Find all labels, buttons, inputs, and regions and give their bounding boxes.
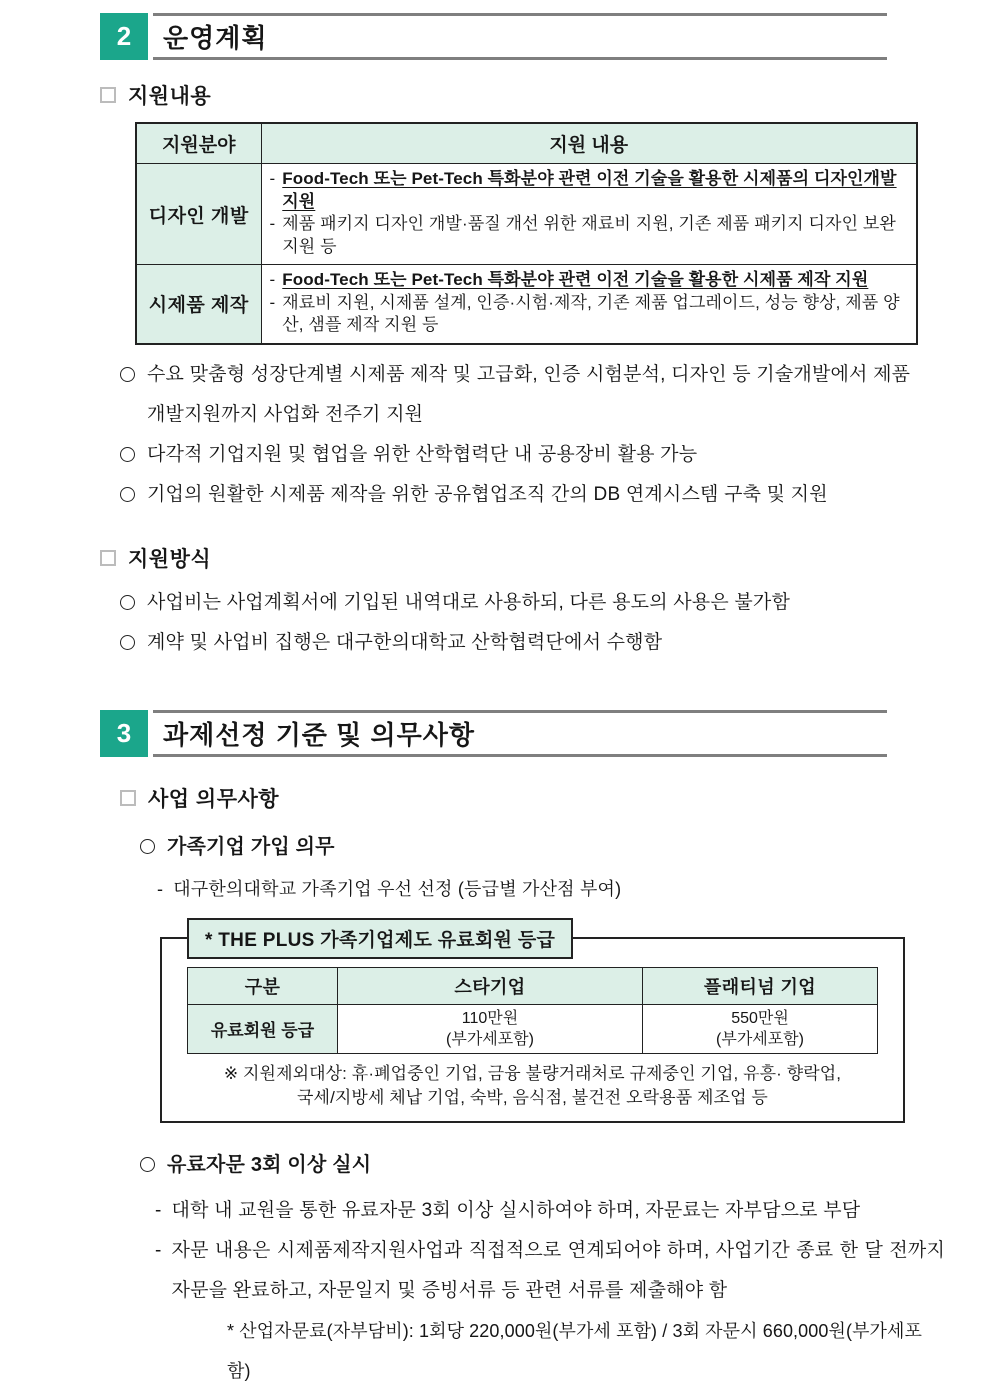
grade-exclusion-note-line1: ※ 지원제외대상: 휴·폐업중인 기업, 금융 불량거래처로 규제중인 기업, 유흥· 향락업, [223,1063,842,1083]
dash-marker: - [155,1240,162,1261]
section-3-title: 과제선정 기준 및 의무사항 [163,719,475,750]
support-row-prototype-field: 시제품 제작 [136,265,261,344]
table-row [188,1004,878,1053]
circle-bullet-icon [140,1157,155,1172]
list-item: 사업비는 사업계획서에 기입된 내역대로 사용하되, 다른 용도의 사용은 불가함 [120,583,920,623]
support-content-heading-label: 지원내용 [128,85,212,108]
square-bullet-icon [100,87,116,103]
section-2-rule [153,13,887,60]
support-method-bullets [120,583,920,663]
list-item: 다각적 기업지원 및 협업을 위한 산학협력단 내 공용장비 활용 가능 [120,435,920,475]
family-grade-box [160,929,905,1124]
circle-bullet-icon [140,839,155,854]
support-method-section [100,543,992,663]
duty-heading [120,783,992,813]
paid-advisory-items [155,1191,945,1391]
section-3-header [100,710,992,757]
table-row [136,265,917,344]
support-table-col-field: 지원분야 [136,123,261,164]
grade-col-category: 구분 [188,967,338,1004]
square-bullet-icon [100,550,116,566]
dash-marker: - [155,1200,162,1221]
support-table-header-row [136,123,917,164]
support-table [135,122,918,345]
list-item: - 대학 내 교원을 통한 유료자문 3회 이상 실시하여야 하며, 자문료는 자부담으로 부담 [155,1191,945,1231]
support-method-heading-label: 지원방식 [128,547,212,571]
family-membership-heading: 가족기업 가입 의무 [140,827,992,867]
section-3-badge: 3 [100,710,148,757]
support-content-heading [100,80,992,110]
support-bullets [120,355,920,515]
dash-marker: - [157,878,164,899]
table-row [136,164,917,265]
circle-bullet-icon [120,487,135,502]
support-table-col-content: 지원 내용 [261,123,917,164]
square-bullet-icon [120,790,136,806]
dash-marker: - [269,169,276,188]
duty-heading-label: 사업 의무사항 [148,787,280,811]
grade-platinum-price-cell [643,1004,878,1053]
list-item: - Food-Tech 또는 Pet-Tech 특화분야 관련 이전 기술을 활용한 시제품의 디자인개발 지원 [269,169,897,211]
grade-row-label: 유료회원 등급 [188,1004,338,1053]
list-item: 기업의 원활한 시제품 제작을 위한 공유협업조직 간의 DB 연계시스템 구축 및 지원 [120,475,920,515]
circle-bullet-icon [120,367,135,382]
section-2-badge: 2 [100,13,148,60]
section-2-title: 운영계획 [163,23,268,53]
grade-star-price: 110만원 [461,1009,519,1027]
support-method-heading [100,543,992,573]
list-item: 계약 및 사업비 집행은 대구한의대학교 산학협력단에서 수행함 [120,623,920,663]
grade-star-price-cell [338,1004,643,1053]
list-item: - 재료비 지원, 시제품 설계, 인증·시험·제작, 기존 제품 업그레이드, 성능 향상, 제품 양산, 샘플 제작 지원 등 [269,292,900,334]
support-row-prototype-content [261,265,917,344]
family-grade-table [187,967,878,1054]
dash-marker: - [269,292,276,312]
grade-exclusion-note [187,1062,878,1111]
grade-col-platinum: 플래티넘 기업 [643,967,878,1004]
grade-platinum-price-note: (부가세포함) [716,1030,804,1048]
circle-bullet-icon [120,447,135,462]
grade-star-price-note: (부가세포함) [446,1030,534,1048]
grade-table-header-row [188,967,878,1004]
circle-bullet-icon [120,595,135,610]
support-row-design-field: 디자인 개발 [136,164,261,265]
circle-bullet-icon [120,635,135,650]
grade-platinum-price: 550만원 [731,1009,789,1027]
section-2-header [100,13,992,60]
dash-marker: - [269,214,276,233]
list-item: - 제품 패키지 디자인 개발·품질 개선 위한 재료비 지원, 기존 제품 패키지 디자인 보완 지원 등 [269,214,896,256]
support-row-design-content [261,164,917,265]
list-item: 수요 맞춤형 성장단계별 시제품 제작 및 고급화, 인증 시험분석, 디자인 등 기술개발에서 제품개발지원까지 사업화 전주기 지원 [120,355,920,435]
dash-marker: - [269,270,276,289]
family-membership-subitem: - 대구한의대학교 가족기업 우선 선정 (등급별 가산점 부여) [157,871,992,907]
grade-col-star: 스타기업 [338,967,643,1004]
section-3-rule [153,710,887,757]
advisory-fee-note: * 산업자문료(자부담비): 1회당 220,000원(부가세 포함) / 3회 자문시 660,000원(부가세포함) [227,1321,923,1381]
list-item: - 자문 내용은 시제품제작지원사업과 직접적으로 연계되어야 하며, 사업기간 종료 한 달 전까지 자문을 완료하고, 자문일지 및 증빙서류 등 관련 서류를 제출해야 함 [155,1231,945,1311]
list-item: - Food-Tech 또는 Pet-Tech 특화분야 관련 이전 기술을 활용한 시제품 제작 지원 [270,269,909,292]
family-grade-box-title: * THE PLUS 가족기업제도 유료회원 등급 [187,918,573,959]
paid-advisory-heading: 유료자문 3회 이상 실시 [140,1145,992,1185]
grade-exclusion-note-line2: 국세/지방세 체납 기업, 숙박, 음식점, 불건전 오락용품 제조업 등 [297,1088,768,1108]
